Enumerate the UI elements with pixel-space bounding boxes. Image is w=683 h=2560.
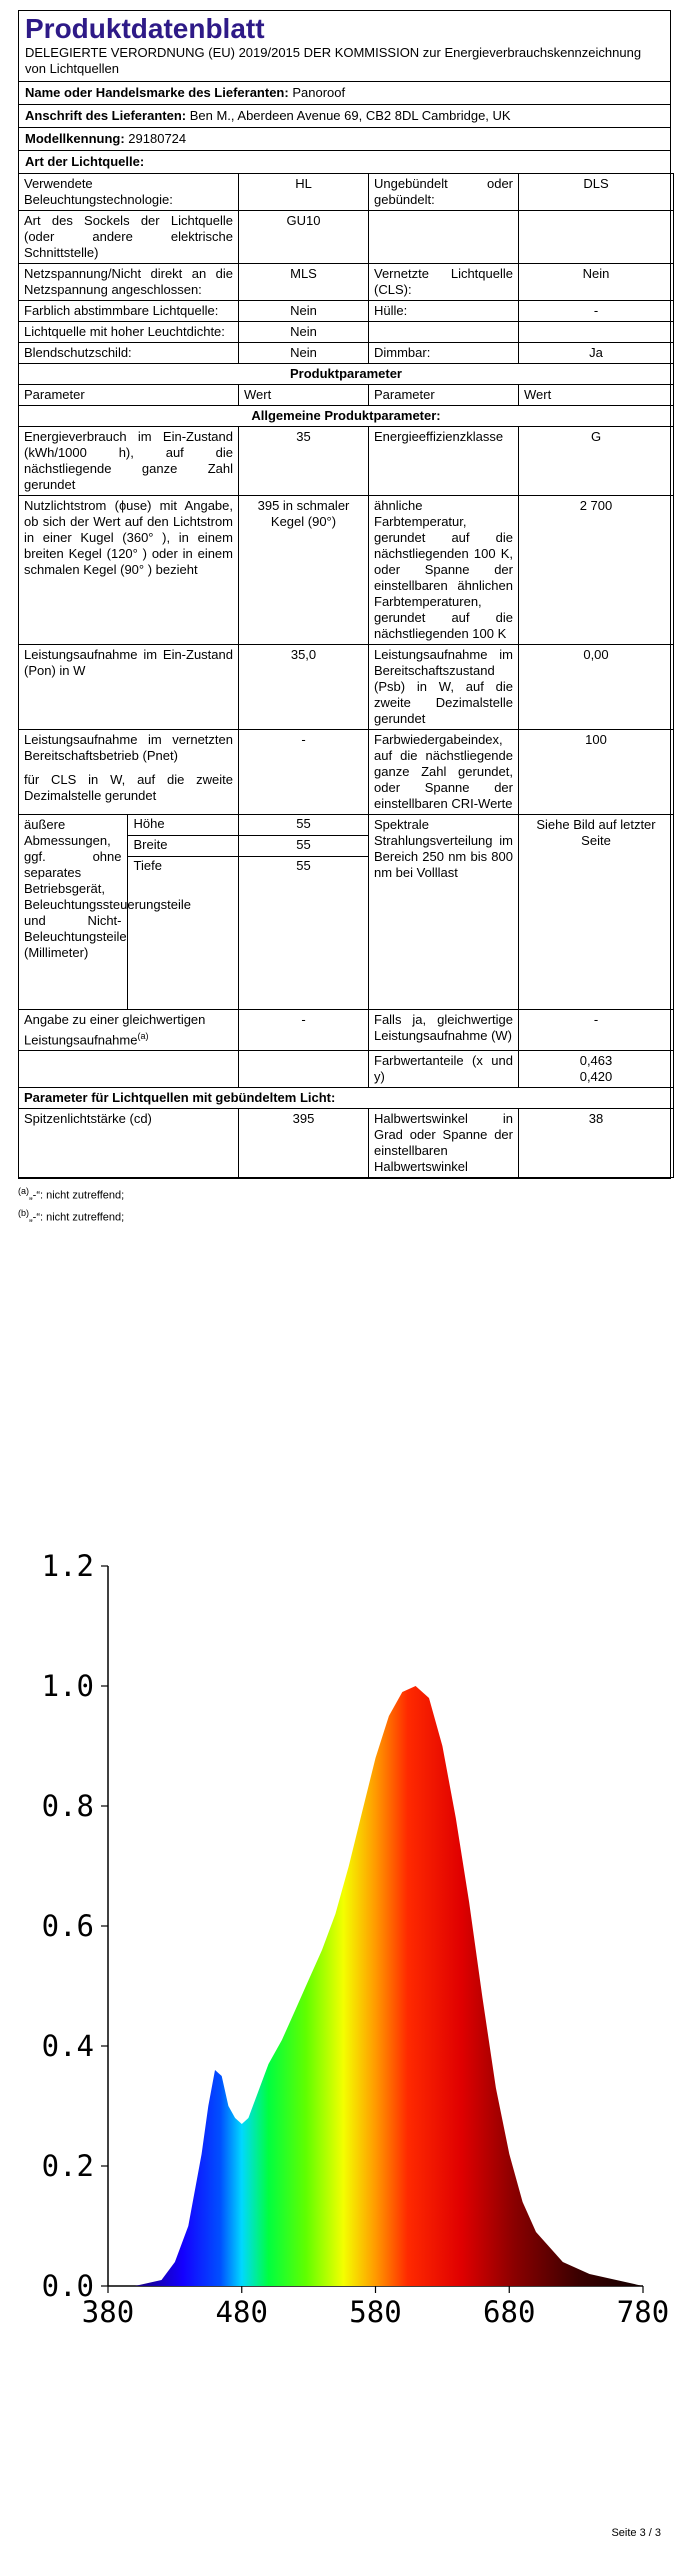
tech-label: Verwendete Beleuchtungstechnologie: bbox=[19, 174, 239, 211]
equiv-label-cell bbox=[19, 1010, 239, 1051]
eclass-label: Energieeffizienzklasse bbox=[369, 427, 519, 496]
empty-cell bbox=[519, 211, 674, 264]
cri-value: 100 bbox=[519, 730, 674, 815]
col-param-header: Parameter bbox=[369, 385, 519, 406]
table-row bbox=[19, 645, 674, 730]
x-tick-label: 680 bbox=[483, 2295, 536, 2329]
unfocused-value: DLS bbox=[519, 174, 674, 211]
cri-label: Farbwiedergabeindex, auf die nächstliegende ganze Zahl gerundet, oder Spanne der einstellbaren CRI-Werte bbox=[369, 730, 519, 815]
equiv-value: - bbox=[239, 1010, 369, 1051]
table-row bbox=[19, 343, 674, 364]
lightsource-table bbox=[18, 173, 674, 1178]
width-label: Breite bbox=[127, 836, 238, 857]
dimmable-label: Dimmbar: bbox=[369, 343, 519, 364]
table-row bbox=[19, 1109, 674, 1178]
table-row bbox=[19, 496, 674, 645]
table-row bbox=[19, 1088, 674, 1109]
table-row bbox=[19, 364, 674, 385]
page-subtitle: DELEGIERTE VERORDNUNG (EU) 2019/2015 DER KOMMISSION zur Energieverbrauchskennzeichnung von Lichtquellen bbox=[25, 45, 642, 76]
table-row bbox=[19, 301, 674, 322]
y-tick-label: 0.4 bbox=[41, 2029, 94, 2063]
glare-label: Blendschutzschild: bbox=[19, 343, 239, 364]
eclass-value: G bbox=[519, 427, 674, 496]
empty-cell bbox=[239, 1051, 369, 1088]
tech-value: HL bbox=[239, 174, 369, 211]
spectrum-series bbox=[107, 1685, 644, 2287]
table-row bbox=[19, 264, 674, 301]
x-tick-label: 580 bbox=[349, 2295, 402, 2329]
table-row bbox=[19, 211, 674, 264]
footnotes bbox=[18, 1183, 671, 1226]
footnote-a-text: „-“: nicht zutreffend; bbox=[29, 1189, 125, 1202]
glare-value: Nein bbox=[239, 343, 369, 364]
unfocused-label: Ungebündelt oder gebündelt: bbox=[369, 174, 519, 211]
y-tick-label: 0.0 bbox=[41, 2269, 94, 2303]
dls-params-title: Parameter für Lichtquellen mit gebündeltem Licht: bbox=[19, 1088, 674, 1109]
y-tick-label: 0.8 bbox=[41, 1789, 94, 1823]
supplier-name-row bbox=[19, 81, 670, 104]
datasheet-frame bbox=[18, 10, 671, 1179]
chroma-y: 0,420 bbox=[579, 1069, 613, 1085]
footnote-b-mark: (b) bbox=[18, 1207, 29, 1218]
dims-subtable bbox=[19, 815, 238, 1009]
pon-value: 35,0 bbox=[239, 645, 369, 730]
footnote-a-mark: (a) bbox=[18, 1186, 29, 1197]
energy-value: 35 bbox=[239, 427, 369, 496]
depth-label: Tiefe bbox=[133, 858, 162, 873]
pnet-label: Leistungsaufnahme im vernetzten Bereitschaftsbetrieb (Pnet) bbox=[24, 732, 233, 763]
socket-value: GU10 bbox=[239, 211, 369, 264]
pnet-label-2: für CLS in W, auf die zweite Dezimalstelle gerundet bbox=[24, 772, 233, 803]
y-tick-label: 0.6 bbox=[41, 1909, 94, 1943]
socket-label: Art des Sockels der Lichtquelle (oder andere elektrische Schnittstelle) bbox=[19, 211, 239, 264]
spectral-value: Siehe Bild auf letzter Seite bbox=[519, 815, 674, 1010]
chroma-label: Farbwertanteile (x und y) bbox=[369, 1051, 519, 1088]
beam-value: 38 bbox=[519, 1109, 674, 1178]
datasheet bbox=[18, 10, 671, 1227]
cct-label: ähnliche Farbtemperatur, gerundet auf die nächstliegenden 100 K, oder Spanne der einstellbaren ähnlichen Farbtemperaturen, gerundet auf die nächstliegenden 100 K bbox=[369, 496, 519, 645]
y-tick-label: 1.0 bbox=[41, 1669, 94, 1703]
page-number: Seite 3 / 3 bbox=[611, 2527, 661, 2539]
table-row bbox=[19, 322, 674, 343]
dimmable-value: Ja bbox=[519, 343, 674, 364]
x-tick-label: 380 bbox=[81, 2295, 135, 2329]
model-label: Modellkennung: bbox=[25, 131, 125, 146]
energy-label: Energieverbrauch im Ein-Zustand (kWh/1000 h), auf die nächstliegende ganze Zahl gerundet bbox=[19, 427, 239, 496]
footnote-b-text: „-“: nicht zutreffend; bbox=[29, 1211, 125, 1224]
flux-label: Nutzlichtstrom (ɸuse) mit Angabe, ob sich der Wert auf den Lichtstrom in einer Kugel (360° ), in einem breiten Kegel (120° ) oder in einem schmalen Kegel (90° ) bezieht bbox=[19, 496, 239, 645]
table-header-row bbox=[19, 385, 674, 406]
pnet-label-cell bbox=[19, 730, 239, 815]
supplier-name-label: Name oder Handelsmarke des Lieferanten: bbox=[25, 85, 289, 100]
params-section-title: Produktparameter bbox=[19, 364, 674, 385]
equiv-power-label: Falls ja, gleichwertige Leistungsaufnahme (W) bbox=[369, 1010, 519, 1051]
high-lum-label: Lichtquelle mit hoher Leuchtdichte: bbox=[19, 322, 239, 343]
chroma-x: 0,463 bbox=[579, 1053, 613, 1069]
x-tick-label: 480 bbox=[215, 2295, 268, 2329]
footnote-b bbox=[18, 1205, 671, 1227]
empty-cell bbox=[519, 322, 674, 343]
lightsource-type-label: Art der Lichtquelle: bbox=[25, 154, 145, 169]
psb-label: Leistungsaufnahme im Bereitschaftszustand (Psb) in W, auf die zweite Dezimalstelle gerundet bbox=[369, 645, 519, 730]
supplier-address-value: Ben M., Aberdeen Avenue 69, CB2 8DL Cambridge, UK bbox=[189, 108, 511, 123]
col-value-header: Wert bbox=[239, 385, 369, 406]
empty-cell bbox=[369, 211, 519, 264]
table-row bbox=[19, 730, 674, 815]
color-tunable-label: Farblich abstimmbare Lichtquelle: bbox=[19, 301, 239, 322]
dims-values-cell bbox=[239, 815, 369, 1010]
chroma-values bbox=[519, 1051, 674, 1088]
footnote-a bbox=[18, 1183, 671, 1205]
table-row bbox=[19, 427, 674, 496]
high-lum-value: Nein bbox=[239, 322, 369, 343]
spectrum-chart bbox=[0, 1548, 683, 2368]
y-tick-label: 0.2 bbox=[41, 2149, 94, 2183]
equiv-sup: (a) bbox=[137, 1031, 149, 1041]
col-value-header: Wert bbox=[519, 385, 674, 406]
mains-value: MLS bbox=[239, 264, 369, 301]
supplier-name-value: Panoroof bbox=[292, 85, 346, 100]
pon-label: Leistungsaufnahme im Ein-Zustand (Pon) in W bbox=[19, 645, 239, 730]
supplier-address-row bbox=[19, 104, 670, 127]
color-tunable-value: Nein bbox=[239, 301, 369, 322]
height-label: Höhe bbox=[127, 815, 238, 836]
model-value: 29180724 bbox=[128, 131, 187, 146]
width-value: 55 bbox=[239, 836, 368, 857]
empty-cell bbox=[19, 1051, 239, 1088]
envelope-label: Hülle: bbox=[369, 301, 519, 322]
table-row bbox=[19, 815, 674, 1010]
pnet-value: - bbox=[239, 730, 369, 815]
table-row bbox=[19, 1051, 674, 1088]
spectrum-area bbox=[108, 1686, 643, 2286]
table-row bbox=[19, 174, 674, 211]
lightsource-type-row bbox=[19, 150, 670, 173]
cct-value: 2 700 bbox=[519, 496, 674, 645]
y-tick-label: 1.2 bbox=[41, 1549, 94, 1583]
model-row bbox=[19, 127, 670, 150]
table-row bbox=[19, 406, 674, 427]
equiv-label: Angabe zu einer gleichwertigen Leistungsaufnahme bbox=[24, 1012, 206, 1048]
page-title: Produktdatenblatt bbox=[25, 13, 265, 44]
depth-value: 55 bbox=[296, 858, 311, 873]
dims-cell bbox=[19, 815, 239, 1010]
flux-value: 395 in schmaler Kegel (90°) bbox=[239, 496, 369, 645]
spectral-label: Spektrale Strahlungsverteilung im Bereich 250 nm bis 800 nm bei Volllast bbox=[369, 815, 519, 1010]
peak-value: 395 bbox=[239, 1109, 369, 1178]
psb-value: 0,00 bbox=[519, 645, 674, 730]
beam-label: Halbwertswinkel in Grad oder Spanne der einstellbaren Halbwertswinkel bbox=[369, 1109, 519, 1178]
supplier-address-label: Anschrift des Lieferanten: bbox=[25, 108, 187, 123]
connected-label: Vernetzte Lichtquelle (CLS): bbox=[369, 264, 519, 301]
x-tick-label: 780 bbox=[616, 2295, 670, 2329]
col-param-header: Parameter bbox=[19, 385, 239, 406]
envelope-value: - bbox=[519, 301, 674, 322]
table-row bbox=[19, 1010, 674, 1051]
peak-label: Spitzenlichtstärke (cd) bbox=[19, 1109, 239, 1178]
dims-label: äußere Abmessungen, ggf. ohne separates Betriebsgerät, Beleuchtungssteuerungsteile und Nicht-Beleuchtungsteile (Millimeter) bbox=[19, 815, 127, 1009]
height-value: 55 bbox=[239, 815, 368, 836]
equiv-power-value: - bbox=[519, 1010, 674, 1051]
spectrum-svg bbox=[0, 1548, 683, 2368]
general-params-title: Allgemeine Produktparameter: bbox=[19, 406, 674, 427]
empty-cell bbox=[369, 322, 519, 343]
connected-value: Nein bbox=[519, 264, 674, 301]
mains-label: Netzspannung/Nicht direkt an die Netzspannung angeschlossen: bbox=[19, 264, 239, 301]
